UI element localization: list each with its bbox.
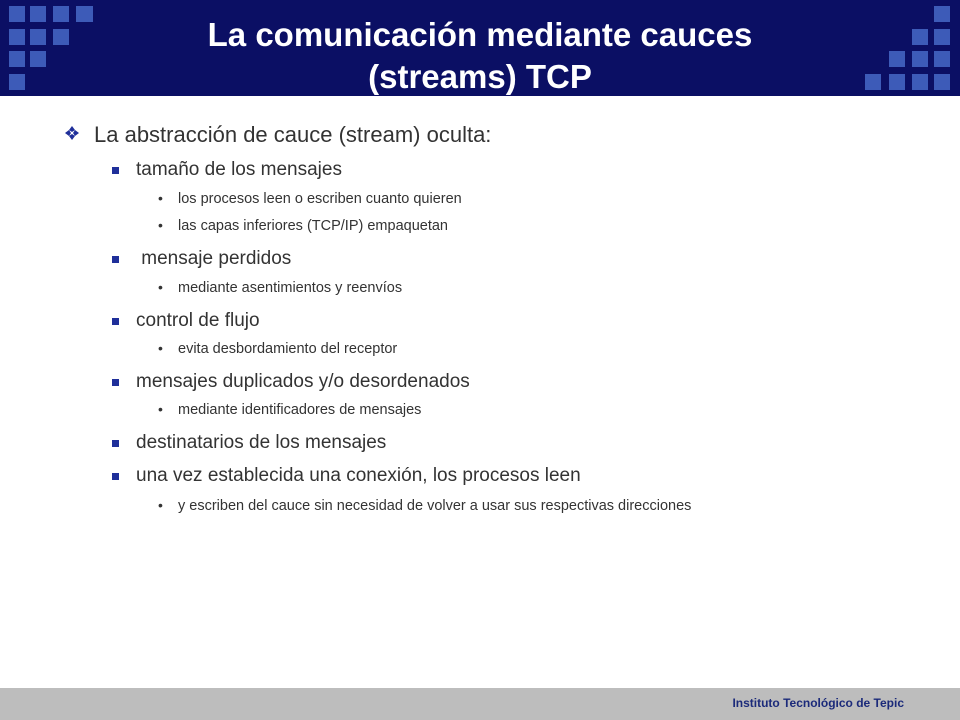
- dot-bullet-icon: •: [158, 279, 163, 295]
- slide-footer: [0, 688, 960, 720]
- bullet-text-level2: destinatarios de los mensajes: [136, 432, 387, 453]
- dot-bullet-icon: •: [158, 217, 163, 233]
- decorative-square: [912, 29, 928, 45]
- decorative-square: [53, 6, 69, 22]
- slide-title: [140, 14, 820, 98]
- decorative-square: [912, 74, 928, 90]
- bullet-text-level2: tamaño de los mensajes: [136, 159, 342, 180]
- square-bullet-icon: [112, 167, 119, 174]
- bullet-text-level3: las capas inferiores (TCP/IP) empaquetan: [178, 218, 448, 234]
- bullet-text-level2: mensaje perdidos: [136, 248, 292, 269]
- decorative-square: [9, 6, 25, 22]
- decorative-square: [30, 29, 46, 45]
- bullet-text-level3: y escriben del cauce sin necesidad de volver a usar sus respectivas direcciones: [178, 498, 692, 514]
- decorative-square: [76, 6, 93, 22]
- decorative-square: [9, 51, 25, 67]
- bullet-text-level3: mediante identificadores de mensajes: [178, 402, 422, 418]
- bullet-text-level2: una vez establecida una conexión, los procesos leen: [136, 465, 581, 486]
- decorative-square: [934, 29, 950, 45]
- decorative-square: [934, 51, 950, 67]
- decorative-square: [934, 74, 950, 90]
- footer-institution: Instituto Tecnológico de Tepic: [732, 696, 904, 710]
- bullet-text-level2: mensajes duplicados y/o desordenados: [136, 371, 470, 392]
- square-bullet-icon: [112, 256, 119, 263]
- bullet-text-level3: los procesos leen o escriben cuanto quieren: [178, 191, 462, 207]
- bullet-text-level2: control de flujo: [136, 310, 260, 331]
- decorative-square: [889, 74, 905, 90]
- decorative-square: [30, 6, 46, 22]
- decorative-square: [912, 51, 928, 67]
- decorative-square: [865, 74, 881, 90]
- dot-bullet-icon: •: [158, 340, 163, 356]
- title-line-2: (streams) TCP: [368, 58, 592, 95]
- decorative-square: [53, 29, 69, 45]
- dot-bullet-icon: •: [158, 401, 163, 417]
- dot-bullet-icon: •: [158, 497, 163, 513]
- bullet-text-level3: evita desbordamiento del receptor: [178, 341, 398, 357]
- diamond-bullet-icon: [64, 125, 80, 141]
- bullet-text-level1: La abstracción de cauce (stream) oculta:: [94, 122, 492, 147]
- decorative-square: [9, 74, 25, 90]
- square-bullet-icon: [112, 318, 119, 325]
- square-bullet-icon: [112, 473, 119, 480]
- square-bullet-icon: [112, 379, 119, 386]
- decorative-square: [934, 6, 950, 22]
- bullet-text-level3: mediante asentimientos y reenvíos: [178, 280, 403, 296]
- dot-bullet-icon: •: [158, 190, 163, 206]
- slide-header: [0, 0, 960, 96]
- decorative-square: [889, 51, 905, 67]
- title-line-1: La comunicación mediante cauces: [207, 16, 753, 53]
- square-bullet-icon: [112, 440, 119, 447]
- decorative-square: [30, 51, 46, 67]
- decorative-square: [9, 29, 25, 45]
